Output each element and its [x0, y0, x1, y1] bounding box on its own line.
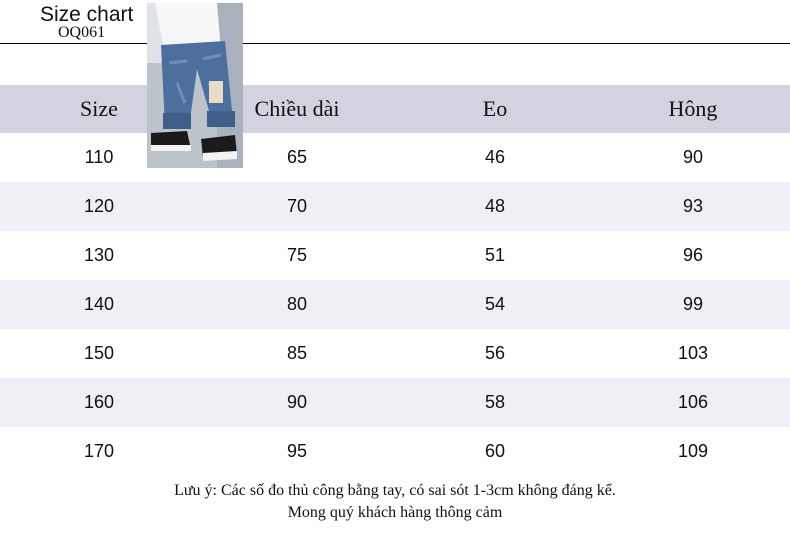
cell-waist: 54 — [484, 294, 506, 314]
note-thanks: Mong quý khách hàng thông cảm — [287, 504, 503, 521]
table-row — [0, 329, 790, 378]
column-header-waist: Eo — [482, 96, 508, 121]
cell-length: 85 — [286, 343, 308, 363]
cell-length: 70 — [286, 196, 308, 216]
cell-size: 170 — [83, 441, 115, 461]
cell-waist: 56 — [484, 343, 506, 363]
cell-length: 90 — [286, 392, 308, 412]
column-header-size: Size — [80, 96, 118, 121]
cell-waist: 60 — [484, 441, 506, 461]
cell-size: 110 — [84, 147, 114, 167]
product-code: OQ061 — [58, 24, 106, 41]
cell-hip: 99 — [682, 294, 704, 314]
column-header-hip: Hông — [668, 96, 718, 121]
cell-length: 95 — [286, 441, 308, 461]
table-header-row — [0, 85, 790, 133]
cell-hip: 93 — [682, 196, 704, 216]
column-header-length: Chiều dài — [254, 96, 340, 121]
cell-hip: 109 — [677, 441, 709, 461]
cell-size: 140 — [83, 294, 115, 314]
cell-hip: 103 — [677, 343, 709, 363]
cell-size: 160 — [83, 392, 115, 412]
jeans-product-photo-icon — [147, 3, 243, 168]
cell-size: 120 — [83, 196, 115, 216]
cell-hip: 96 — [682, 245, 704, 265]
table-row — [0, 378, 790, 427]
cell-length: 75 — [286, 245, 308, 265]
product-photo — [147, 3, 243, 168]
cell-length: 80 — [286, 294, 308, 314]
table-row — [0, 133, 790, 182]
title-divider — [0, 43, 790, 44]
cell-waist: 51 — [484, 245, 506, 265]
table-row — [0, 427, 790, 476]
cell-waist: 46 — [484, 147, 506, 167]
size-chart-title: Size chart — [40, 3, 134, 26]
cell-size: 130 — [83, 245, 115, 265]
note-disclaimer: Lưu ý: Các số đo thủ công bằng tay, có sai sót 1-3cm không đáng kể. — [174, 482, 616, 499]
table-row — [0, 231, 790, 280]
cell-size: 150 — [83, 343, 115, 363]
cell-waist: 58 — [484, 392, 506, 412]
cell-length: 65 — [286, 147, 308, 167]
table-row — [0, 280, 790, 329]
cell-hip: 90 — [682, 147, 704, 167]
cell-hip: 106 — [677, 392, 709, 412]
cell-waist: 48 — [484, 196, 506, 216]
table-row — [0, 182, 790, 231]
